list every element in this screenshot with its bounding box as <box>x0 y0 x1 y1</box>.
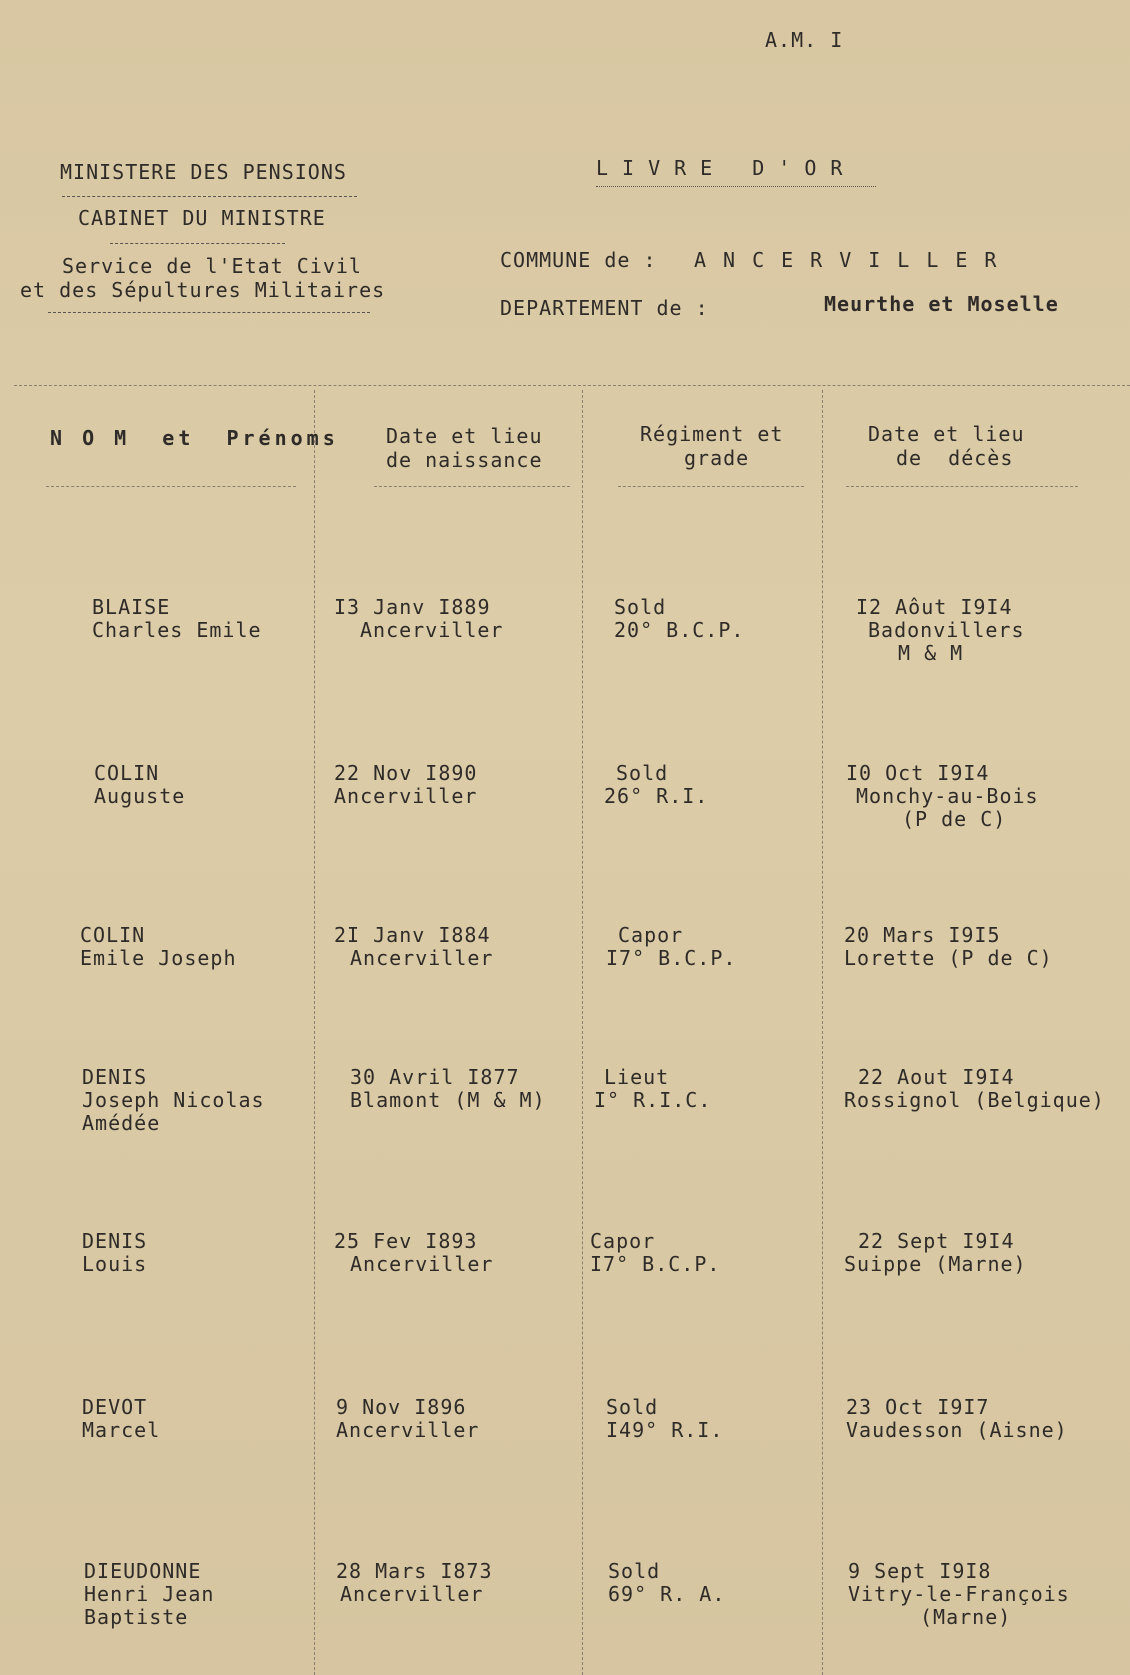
record-birth-date: 2I Janv I884 <box>334 923 491 947</box>
record-death-place-2: M & M <box>898 641 964 665</box>
service-underline <box>48 312 370 313</box>
record-regiment: I49° R.I. <box>606 1418 724 1442</box>
record-given-names: Auguste <box>94 784 186 808</box>
column-divider-3 <box>822 390 823 1675</box>
record-surname: DEVOT <box>82 1395 148 1419</box>
record-birth-place: Ancerviller <box>336 1418 480 1442</box>
record-birth-date: 30 Avril I877 <box>350 1065 520 1089</box>
record-surname: BLAISE <box>92 595 171 619</box>
record-birth-place: Ancerviller <box>350 1252 494 1276</box>
record-death-place: Suippe (Marne) <box>844 1252 1027 1276</box>
record-death-date: I0 Oct I9I4 <box>846 761 990 785</box>
record-death-date: 9 Sept I9I8 <box>848 1559 992 1583</box>
record-surname: DENIS <box>82 1229 148 1253</box>
table-top-rule <box>14 385 1130 386</box>
record-death-place: Vaudesson (Aisne) <box>846 1418 1068 1442</box>
record-regiment: I° R.I.C. <box>594 1088 712 1112</box>
record-rank: Sold <box>606 1395 659 1419</box>
header-rule-birth <box>374 486 570 487</box>
column-header-birth-line1: Date et lieu <box>386 424 543 448</box>
record-death-date: 23 Oct I9I7 <box>846 1395 990 1419</box>
record-death-place: Monchy-au-Bois <box>856 784 1039 808</box>
commune-label: COMMUNE de : <box>500 248 657 272</box>
record-given-names-2: Amédée <box>82 1111 161 1135</box>
record-rank: Sold <box>608 1559 661 1583</box>
column-header-name: N O M et Prénoms <box>50 426 339 450</box>
ministry-underline <box>62 196 357 197</box>
commune-value: ANCERVILLER <box>694 248 1014 272</box>
record-death-place: Rossignol (Belgique) <box>844 1088 1105 1112</box>
record-given-names: Joseph Nicolas <box>82 1088 265 1112</box>
record-regiment: I7° B.C.P. <box>590 1252 721 1276</box>
column-header-regiment-line2: grade <box>684 446 750 470</box>
title-underline <box>596 186 876 187</box>
record-regiment: I7° B.C.P. <box>606 946 737 970</box>
record-birth-date: 22 Nov I890 <box>334 761 478 785</box>
record-birth-place: Ancerviller <box>340 1582 484 1606</box>
record-death-date: I2 Aôut I9I4 <box>856 595 1013 619</box>
record-given-names: Louis <box>82 1252 148 1276</box>
document-title: LIVRE D'OR <box>596 156 857 180</box>
record-given-names: Charles Emile <box>92 618 262 642</box>
record-given-names: Emile Joseph <box>80 946 237 970</box>
record-rank: Capor <box>590 1229 656 1253</box>
service-line-1: Service de l'Etat Civil <box>62 254 362 278</box>
service-line-2: et des Sépultures Militaires <box>20 278 386 302</box>
record-birth-date: 25 Fev I893 <box>334 1229 478 1253</box>
record-birth-place: Blamont (M & M) <box>350 1088 546 1112</box>
departement-label: DEPARTEMENT de : <box>500 296 709 320</box>
header-rule-name <box>46 486 296 487</box>
cabinet-underline <box>110 243 285 244</box>
record-given-names: Marcel <box>82 1418 161 1442</box>
record-surname: DIEUDONNE <box>84 1559 202 1583</box>
ministry-name: MINISTERE DES PENSIONS <box>60 160 347 184</box>
record-death-place-2: (Marne) <box>920 1605 1012 1629</box>
record-surname: COLIN <box>80 923 146 947</box>
column-header-death-line2: de décès <box>896 446 1014 470</box>
record-surname: COLIN <box>94 761 160 785</box>
column-header-death-line1: Date et lieu <box>868 422 1025 446</box>
record-birth-place: Ancerviller <box>334 784 478 808</box>
reference-code: A.M. I <box>765 28 844 52</box>
column-divider-2 <box>582 390 583 1675</box>
record-death-place: Vitry-le-François <box>848 1582 1070 1606</box>
record-surname: DENIS <box>82 1065 148 1089</box>
record-regiment: 69° R. A. <box>608 1582 726 1606</box>
record-birth-place: Ancerviller <box>350 946 494 970</box>
record-given-names-2: Baptiste <box>84 1605 189 1629</box>
record-given-names: Henri Jean <box>84 1582 215 1606</box>
record-rank: Sold <box>616 761 669 785</box>
record-death-date: 22 Sept I9I4 <box>858 1229 1015 1253</box>
record-birth-date: 9 Nov I896 <box>336 1395 467 1419</box>
record-rank: Lieut <box>604 1065 670 1089</box>
record-death-date: 22 Aout I9I4 <box>858 1065 1015 1089</box>
header-rule-regiment <box>618 486 804 487</box>
record-birth-date: I3 Janv I889 <box>334 595 491 619</box>
cabinet-name: CABINET DU MINISTRE <box>78 206 326 230</box>
record-rank: Sold <box>614 595 667 619</box>
record-death-place-2: (P de C) <box>902 807 1007 831</box>
departement-value: Meurthe et Moselle <box>824 292 1059 316</box>
column-header-birth-line2: de naissance <box>386 448 543 472</box>
record-birth-date: 28 Mars I873 <box>336 1559 493 1583</box>
column-divider-1 <box>314 390 315 1675</box>
record-death-place: Lorette (P de C) <box>844 946 1053 970</box>
header-rule-death <box>846 486 1078 487</box>
record-death-place: Badonvillers <box>868 618 1025 642</box>
column-header-regiment-line1: Régiment et <box>640 422 784 446</box>
record-rank: Capor <box>618 923 684 947</box>
record-regiment: 26° R.I. <box>604 784 709 808</box>
record-death-date: 20 Mars I9I5 <box>844 923 1001 947</box>
record-regiment: 20° B.C.P. <box>614 618 745 642</box>
record-birth-place: Ancerviller <box>360 618 504 642</box>
